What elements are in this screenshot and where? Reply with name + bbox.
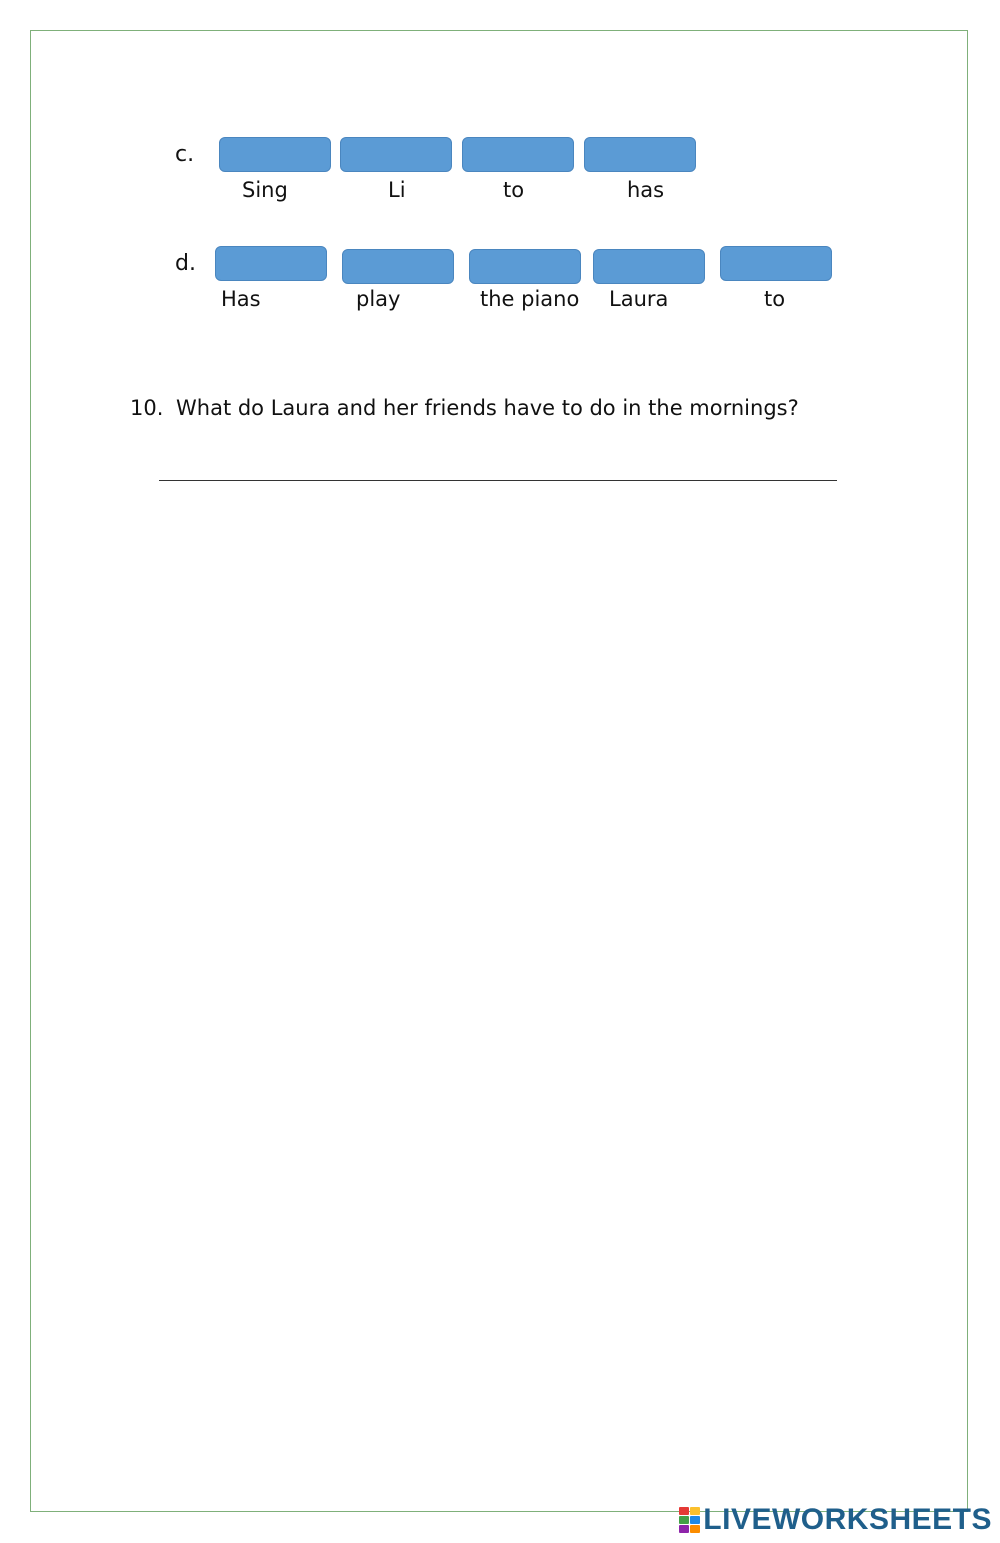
row-d-label: d. bbox=[175, 251, 196, 276]
drop-box-d-5[interactable] bbox=[720, 246, 832, 281]
logo-cell bbox=[679, 1507, 689, 1515]
logo-icon bbox=[679, 1507, 700, 1533]
word-d-has[interactable]: Has bbox=[221, 287, 261, 311]
drop-box-c-2[interactable] bbox=[340, 137, 452, 172]
drop-box-c-1[interactable] bbox=[219, 137, 331, 172]
drop-box-d-3[interactable] bbox=[469, 249, 581, 284]
drop-box-c-4[interactable] bbox=[584, 137, 696, 172]
logo-cell bbox=[690, 1525, 700, 1533]
word-c-sing[interactable]: Sing bbox=[242, 178, 288, 202]
word-d-play[interactable]: play bbox=[356, 287, 401, 311]
word-c-has[interactable]: has bbox=[627, 178, 665, 202]
drop-box-d-1[interactable] bbox=[215, 246, 327, 281]
question-text: What do Laura and her friends have to do in the mornings? bbox=[176, 396, 799, 420]
answer-line[interactable] bbox=[159, 480, 837, 481]
logo-text: LIVEWORKSHEETS bbox=[703, 1503, 992, 1536]
drop-box-d-4[interactable] bbox=[593, 249, 705, 284]
logo-cell bbox=[690, 1516, 700, 1524]
drop-box-c-3[interactable] bbox=[462, 137, 574, 172]
word-c-li[interactable]: Li bbox=[388, 178, 406, 202]
row-c-label: c. bbox=[175, 142, 195, 167]
word-c-to[interactable]: to bbox=[503, 178, 525, 202]
logo-cell bbox=[679, 1516, 689, 1524]
logo-cell bbox=[690, 1507, 700, 1515]
liveworksheets-logo bbox=[679, 1503, 992, 1537]
drop-box-d-2[interactable] bbox=[342, 249, 454, 284]
word-d-the-piano[interactable]: the piano bbox=[480, 287, 580, 311]
word-d-laura[interactable]: Laura bbox=[609, 287, 669, 311]
word-d-to[interactable]: to bbox=[764, 287, 786, 311]
question-10 bbox=[130, 394, 799, 422]
logo-cell bbox=[679, 1525, 689, 1533]
question-number: 10. bbox=[130, 396, 164, 420]
